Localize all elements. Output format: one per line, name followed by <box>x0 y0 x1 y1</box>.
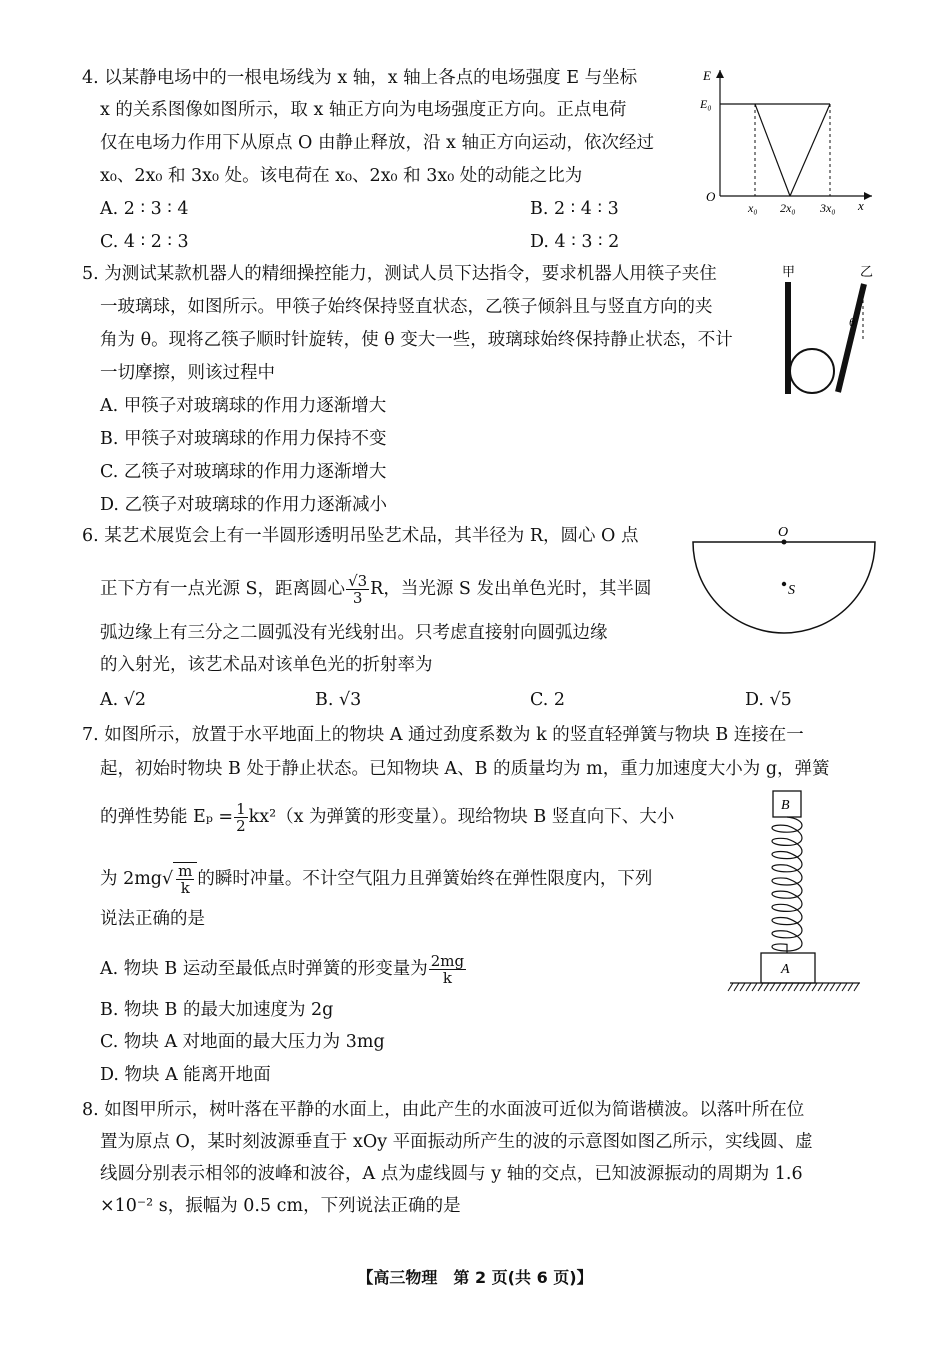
fraction-numerator: 2mg <box>430 952 465 970</box>
fraction-denominator: 3 <box>352 589 363 607</box>
q5-fig-yi-label: 乙 <box>860 264 874 279</box>
q4-line4: x₀、2x₀ 和 3x₀ 处。该电荷在 x₀、2x₀ 和 3x₀ 处的动能之比为 <box>100 166 583 186</box>
q4-fig-e0-label: E₀ <box>700 97 712 111</box>
q7-option-d: D. 物块 A 能离开地面 <box>100 1065 271 1085</box>
q6-option-d: D. √5 <box>745 690 792 710</box>
q7-line4: 为 2mg√ $\frac{m}{k}$ 的瞬时冲量。不计空气阻力且弹簧始终在弹性限度内，下列 <box>100 862 653 897</box>
q5-line1: 5. 为测试某款机器人的精细操控能力，测试人员下达指令，要求机器人用筷子夹住 <box>82 264 717 284</box>
q6-line2 <box>100 573 651 606</box>
q7-line5: 说法正确的是 <box>100 909 205 929</box>
q4-line2: x 的关系图像如图所示，取 x 轴正方向为电场强度正方向。正点电荷 <box>100 100 627 120</box>
one-half-fraction <box>234 801 248 834</box>
q7-option-a-text: A. 物块 B 运动至最低点时弹簧的形变量为 <box>100 959 428 979</box>
q5-line4: 一切摩擦，则该过程中 <box>100 363 275 383</box>
q6-option-b: B. √3 <box>315 690 362 710</box>
q4-fig-2x0-label: 2x₀ <box>780 201 796 215</box>
q5-fig-theta-label: θ <box>849 315 855 329</box>
q7-option-a <box>100 953 467 986</box>
q4-fig-x-label: x <box>858 198 864 213</box>
2mg-over-k-fraction <box>429 953 466 986</box>
q4-option-a: A. 2 ∶ 3 ∶ 4 <box>100 199 189 219</box>
q7-line3 <box>100 801 674 834</box>
q4-fig-x0-label: x₀ <box>748 201 758 215</box>
q7-figure-spring-blocks <box>725 785 865 995</box>
q5-option-d: D. 乙筷子对玻璃球的作用力逐渐减小 <box>100 495 388 515</box>
q6-line4: 的入射光，该艺术品对该单色光的折射率为 <box>100 655 433 675</box>
q6-line2-part2: R，当光源 S 发出单色光时，其半圆 <box>370 579 652 599</box>
q4-option-d: D. 4 ∶ 3 ∶ 2 <box>530 232 620 252</box>
q8-line1: 8. 如图甲所示，树叶落在平静的水面上，由此产生的水面波可近似为简谐横波。以落叶所在位 <box>82 1100 805 1120</box>
q5-figure-chopsticks <box>776 260 876 400</box>
q6-line3: 弧边缘上有三分之二圆弧没有光线射出。只考虑直接射向圆弧边缘 <box>100 623 608 643</box>
fraction-denominator: 2 <box>236 817 246 835</box>
q4-line3: 仅在电场力作用下从原点 O 由静止释放，沿 x 轴正方向运动，依次经过 <box>100 133 654 153</box>
q4-fig-e-label: E <box>703 68 711 83</box>
fraction-denominator: k <box>180 879 190 897</box>
fraction-numerator: 1 <box>236 800 246 818</box>
q7-line3-part2: kx²（x 为弹簧的形变量）。现给物块 B 竖直向下、大小 <box>248 807 675 827</box>
q5-option-a: A. 甲筷子对玻璃球的作用力逐渐增大 <box>100 396 387 416</box>
q5-fig-jia-label: 甲 <box>782 264 796 279</box>
q6-line2-part1: 正下方有一点光源 S，距离圆心 <box>100 579 346 599</box>
q7-option-c: C. 物块 A 对地面的最大压力为 3mg <box>100 1032 385 1052</box>
q6-figure-semicircle <box>690 520 890 645</box>
q4-figure-e-x-graph <box>700 62 880 217</box>
q4-line1: 4. 以某静电场中的一根电场线为 x 轴，x 轴上各点的电场强度 E 与坐标 <box>82 68 638 88</box>
q8-line4: ×10⁻² s，振幅为 0.5 cm，下列说法正确的是 <box>100 1196 461 1216</box>
q6-line1: 6. 某艺术展览会上有一半圆形透明吊坠艺术品，其半径为 R，圆心 O 点 <box>82 526 639 546</box>
q7-fig-b-label: B <box>781 798 790 813</box>
q7-option-b: B. 物块 B 的最大加速度为 2g <box>100 1000 334 1020</box>
q4-option-c: C. 4 ∶ 2 ∶ 3 <box>100 232 189 252</box>
q5-option-c: C. 乙筷子对玻璃球的作用力逐渐增大 <box>100 462 387 482</box>
q5-line2: 一玻璃球，如图所示。甲筷子始终保持竖直状态，乙筷子倾斜且与竖直方向的夹 <box>100 297 713 317</box>
q6-option-a: A. √2 <box>100 690 147 710</box>
sqrt-m-over-k <box>173 862 197 896</box>
q4-fig-origin-label: O <box>706 189 716 204</box>
fraction-numerator: √3 <box>348 572 368 590</box>
m-over-k-fraction <box>176 863 194 896</box>
q7-line1: 7. 如图所示，放置于水平地面上的物块 A 通过劲度系数为 k 的竖直轻弹簧与物块 B 连接在一 <box>82 725 804 745</box>
q7-line4-part2: 的瞬时冲量。不计空气阻力且弹簧始终在弹性限度内，下列 <box>197 869 653 889</box>
q8-line3: 线圆分别表示相邻的波峰和波谷，A 点为虚线圆与 y 轴的交点，已知波源振动的周期为 1.6 <box>100 1164 803 1184</box>
q8-line2: 置为原点 O，某时刻波源垂直于 xOy 平面振动所产生的波的示意图如图乙所示，实线圆、虚 <box>100 1132 813 1152</box>
fraction-numerator: m <box>178 862 193 880</box>
q5-option-b: B. 甲筷子对玻璃球的作用力保持不变 <box>100 429 387 449</box>
q6-fig-o-label: O <box>778 525 789 540</box>
q6-option-c: C. 2 <box>530 690 566 710</box>
q7-fig-a-label: A <box>781 962 790 977</box>
q6-fig-s-label: S <box>788 583 795 598</box>
q7-line4-part1: 为 2mg <box>100 869 162 889</box>
fraction-denominator: k <box>442 969 452 987</box>
q7-line2: 起，初始时物块 B 处于静止状态。已知物块 A、B 的质量均为 m，重力加速度大小为 g，弹簧 <box>100 759 830 779</box>
q4-option-b: B. 2 ∶ 4 ∶ 3 <box>530 199 619 219</box>
q4-fig-3x0-label: 3x₀ <box>820 201 836 215</box>
q7-line3-part1: 的弹性势能 Eₚ = <box>100 807 234 827</box>
page-footer: 【高三物理 第 2 页(共 6 页)】 <box>357 1268 593 1287</box>
q5-line3: 角为 θ。现将乙筷子顺时针旋转，使 θ 变大一些，玻璃球始终保持静止状态，不计 <box>100 330 733 350</box>
sqrt3-over-3-fraction <box>346 573 369 606</box>
